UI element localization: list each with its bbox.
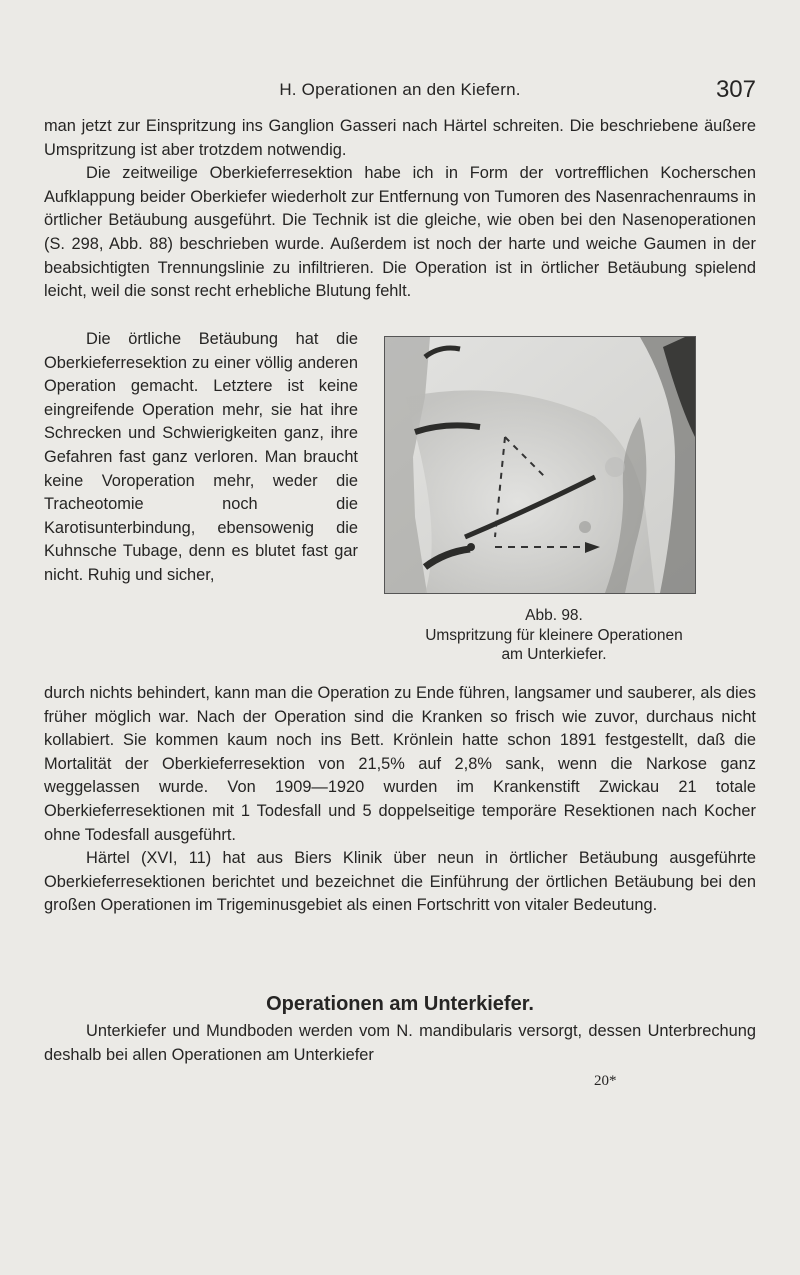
text-block-bottom (44, 1020, 756, 1067)
figure-label: Abb. 98. (525, 607, 583, 624)
paragraph: Härtel (XVI, 11) hat aus Biers Klinik über neun in örtlicher Betäubung ausgeführte Oberkieferresektionen berichtet und bezeichnet die Einführung der örtlichen Betäubung bei den großen Operationen im Trigeminusgebiet als einen Fortschritt von vitaler Bedeutung. (44, 849, 756, 915)
paragraph: Unterkiefer und Mundboden werden vom N. mandibularis versorgt, dessen Unterbrechung deshalb bei allen Operationen am Unterkiefer (44, 1022, 756, 1064)
caption-line: Umspritzung für kleinere Operationen (425, 626, 683, 644)
figure-caption (364, 606, 744, 665)
text-block-wrapped (44, 328, 358, 588)
page-header (44, 76, 756, 106)
text-block-top (44, 115, 756, 304)
paragraph: man jetzt zur Einspritzung ins Ganglion Gasseri nach Härtel schreiten. Die beschriebene äußere Umspritzung ist aber trotzdem notwendig. (44, 117, 756, 159)
figure-illustration (384, 336, 696, 594)
section-heading: Operationen am Unterkiefer. (266, 993, 534, 1015)
paragraph: durch nichts behindert, kann man die Operation zu Ende führen, langsamer und sauberer, als dies früher möglich war. Nach der Operation sind die Kranken so frisch wie zuvor, durchaus nicht kollabiert. Sie kommen kaum noch ins Bett. Krönlein hatte schon 1891 festgestellt, daß die Mortalität der Oberkieferresektion von 21,5% auf 2,8% sank, wenn die Narkose ganz weggelassen wurde. Von 1909—1920 wurden im Krankenstift Zwickau 21 totale Oberkieferresektionen mit 1 Todesfall und 5 doppelseitige temporäre Resektionen nach Kocher ohne Todesfall ausgeführt. (44, 684, 756, 844)
signature-mark: 20* (594, 1073, 617, 1089)
paragraph: Die örtliche Betäubung hat die Oberkieferresektion zu einer völlig anderen Operation gemacht. Letztere ist keine eingreifende Operation mehr, sie hat ihre Schrecken und Schwierigkeiten ganz, ihre Gefahren fast ganz verloren. Man braucht keine Voroperation mehr, weder die Tracheotomie noch die Karotisunterbindung, ebensowenig die Kuhnsche Tubage, denn es blutet fast gar nicht. Ruhig und sicher, (44, 330, 358, 584)
running-head: H. Operationen an den Kiefern. (279, 80, 521, 99)
text-block-middle (44, 682, 756, 918)
jaw-illustration (385, 337, 695, 593)
caption-line: am Unterkiefer. (501, 646, 607, 663)
page-number: 307 (715, 76, 756, 103)
paragraph: Die zeitweilige Oberkieferresektion habe ich in Form der vortrefflichen Kocherschen Aufklappung beider Oberkiefer wiederholt zur Entfernung von Tumoren des Nasenrachenraums in örtlicher Betäubung ausgeführt. Die Technik ist die gleiche, wie oben bei den Nasenoperationen (S. 298, Abb. 88) beschrieben wurde. Außerdem ist noch der harte und weiche Gaumen in der beabsichtigten Trennungslinie zu infiltrieren. Die Operation ist in örtlicher Betäubung spielend leicht, weil die sonst recht erhebliche Blutung fehlt. (44, 164, 756, 301)
